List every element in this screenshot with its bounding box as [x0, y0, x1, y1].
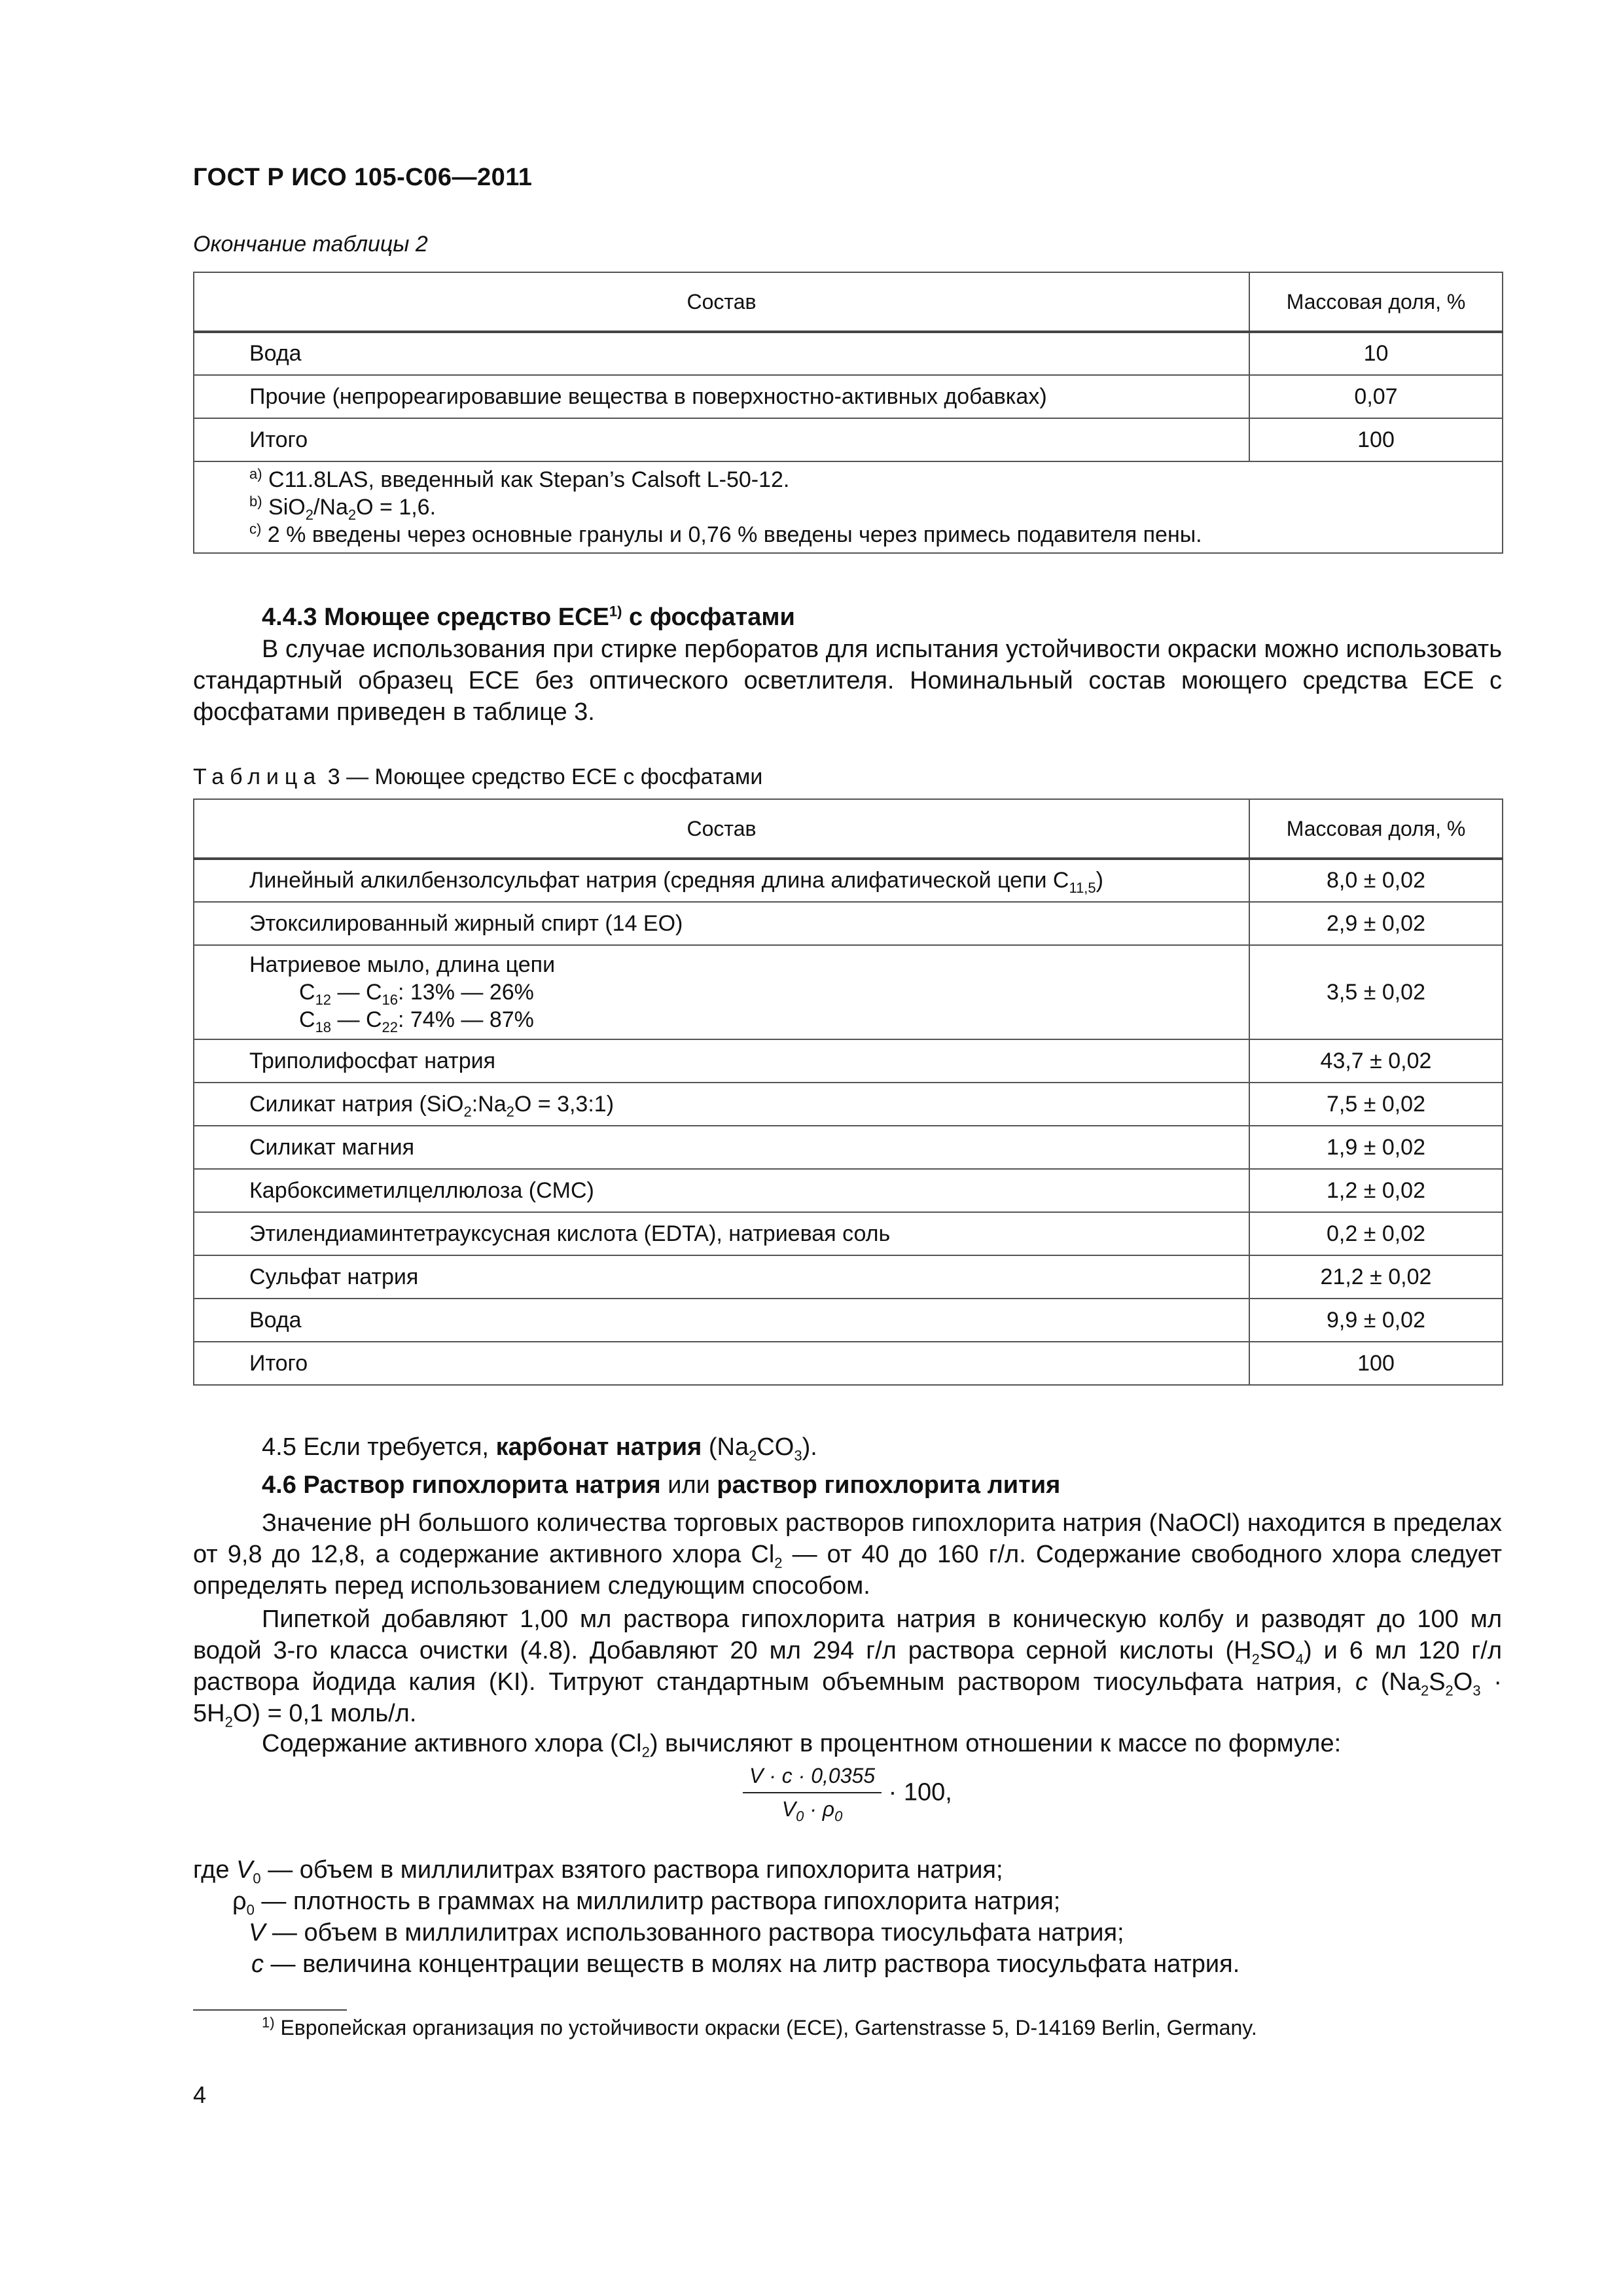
table2-cell-name: Итого [194, 418, 1249, 461]
table2-caption: Окончание таблицы 2 [193, 232, 428, 257]
section-4-6-paragraph-1: Значение pH большого количества торговых растворов гипохлорита натрия (NaOCl) находится в пределах от 9,8 до 12,8, а содержание активного хлора $Cl_2$ — от 40 до 160 г/л. Содержание свободного хлора следует определять перед использованием следующим способом. [193, 1509, 1502, 1600]
definition-v: V — объем в миллилитрах использованного раствора тиосульфата натрия; [249, 1919, 1124, 1946]
document-code: ГОСТ Р ИСО 105-С06—2011 [193, 164, 533, 191]
table-row [194, 375, 1503, 418]
table3-header-value: Массовая доля, % [1249, 799, 1503, 859]
table-row: Натриевое мыло, длина цепи $C_{12}$ — $C_{16}$: 13% — 26% $C_{18}$ — $C_{22}$: 74% — 87% 3,5 ± 0,02 [194, 945, 1503, 1039]
active-chlorine-formula [743, 1764, 952, 1825]
table2-header-value: Массовая доля, % [1249, 272, 1503, 332]
table-row: Итого 100 [194, 1342, 1503, 1385]
formula-numerator: V · c · 0,0355 [743, 1764, 882, 1793]
table3-caption: Таблица 3 — Моющее средство ECE с фосфатами [193, 764, 763, 789]
page-number: 4 [193, 2081, 207, 2108]
footnote-separator [193, 2009, 347, 2011]
table2-cell-name: Вода [194, 332, 1249, 375]
formula-tail: · 100, [882, 1778, 952, 1806]
table2-cell-value: 0,07 [1249, 375, 1503, 418]
table-row: Вода 9,9 ± 0,02 [194, 1299, 1503, 1342]
table-row: Этоксилированный жирный спирт (14 EO) 2,9 ± 0,02 [194, 902, 1503, 945]
table2-notes [194, 461, 1503, 553]
section-4-4-3-heading: 4.4.3 Моющее средство ECE$^{1)}$ с фосфатами [262, 603, 795, 631]
table-row: Этилендиаминтетрауксусная кислота (EDTA), натриевая соль 0,2 ± 0,02 [194, 1212, 1503, 1255]
table2-cell-name: Прочие (непрореагировавшие вещества в поверхностно-активных добавках) [194, 375, 1249, 418]
table-row: Триполифосфат натрия 43,7 ± 0,02 [194, 1039, 1503, 1083]
table-row: Силикат магния 1,9 ± 0,02 [194, 1126, 1503, 1169]
section-4-6-paragraph-3: Содержание активного хлора $(Cl_2)$ вычисляют в процентном отношении к массе по формуле: [262, 1730, 1342, 1761]
footnote: $^{1)}$ Европейская организация по устойчивости окраски (ECE), Gartenstrasse 5, D-14169 Berlin, Germany. [262, 2014, 1257, 2039]
formula-fraction [743, 1764, 882, 1825]
table-row: Силикат натрия ($SiO_2:Na_2O$ = 3,3:1) 7,5 ± 0,02 [194, 1083, 1503, 1126]
table3 [193, 798, 1503, 1386]
section-4-5: 4.5 Если требуется, карбонат натрия $(Na_2CO_3)$. [262, 1433, 817, 1464]
definition-c: c — величина концентрации веществ в молях на литр раствора тиосульфата натрия. [251, 1950, 1240, 1978]
table-row: Сульфат натрия 21,2 ± 0,02 [194, 1255, 1503, 1299]
table2-header-name: Состав [194, 272, 1249, 332]
note-c: $^{c)}$ 2 % введены через основные гранулы и 0,76 % введены через примесь подавителя пены. [249, 520, 1202, 547]
table3-header-name: Состав [194, 799, 1249, 859]
note-b: $^{b)}$ $SiO_2/Na_2O = 1,6$. [249, 493, 437, 523]
table2-notes-row [194, 461, 1503, 553]
definition-v0: где $V_0$ — объем в миллилитрах взятого раствора гипохлорита натрия; [193, 1856, 1003, 1887]
section-4-4-3-paragraph: В случае использования при стирке перборатов для испытания устойчивости окраски можно использовать стандартный образец ECE без оптического осветлителя. Номинальный состав моющего средства ECE с фосфатами приведен в таблице 3. [193, 636, 1502, 726]
note-a: $^{a)}$ C11.8LAS, введенный как Stepan’s Calsoft L-50-12. [249, 465, 790, 492]
table-row [194, 332, 1503, 375]
table-row: Линейный алкилбензолсульфат натрия (средняя длина алифатической цепи $C_{11,5}$) 8,0 ± 0,02 [194, 859, 1503, 902]
formula-denominator: $V_0 \cdot \rho_0$ [781, 1797, 843, 1825]
section-4-6-heading: 4.6 Раствор гипохлорита натрия или раствор гипохлорита лития [262, 1471, 1061, 1499]
table-row: Карбоксиметилцеллюлоза (CMC) 1,2 ± 0,02 [194, 1169, 1503, 1212]
section-4-6-paragraph-2: Пипеткой добавляют 1,00 мл раствора гипохлорита натрия в коническую колбу и разводят до 100 мл водой 3-го класса очистки (4.8). Добавляют 20 мл 294 г/л раствора серной кислоты $(H_2SO_4)$ и 6 мл 120 г/л раствора йодида калия (KI). Титруют стандартным объемным раствором тиосульфата натрия, c $(Na_2S_2O_3 \cdot 5H_2O) = 0,1$ моль/л. [193, 1605, 1503, 1731]
table-row [194, 418, 1503, 461]
table2-cell-value: 10 [1249, 332, 1503, 375]
definition-rho0: $\rho_0$ — плотность в граммах на миллилитр раствора гипохлорита натрия; [232, 1888, 1061, 1918]
table2-cell-value: 100 [1249, 418, 1503, 461]
table2 [193, 272, 1503, 554]
